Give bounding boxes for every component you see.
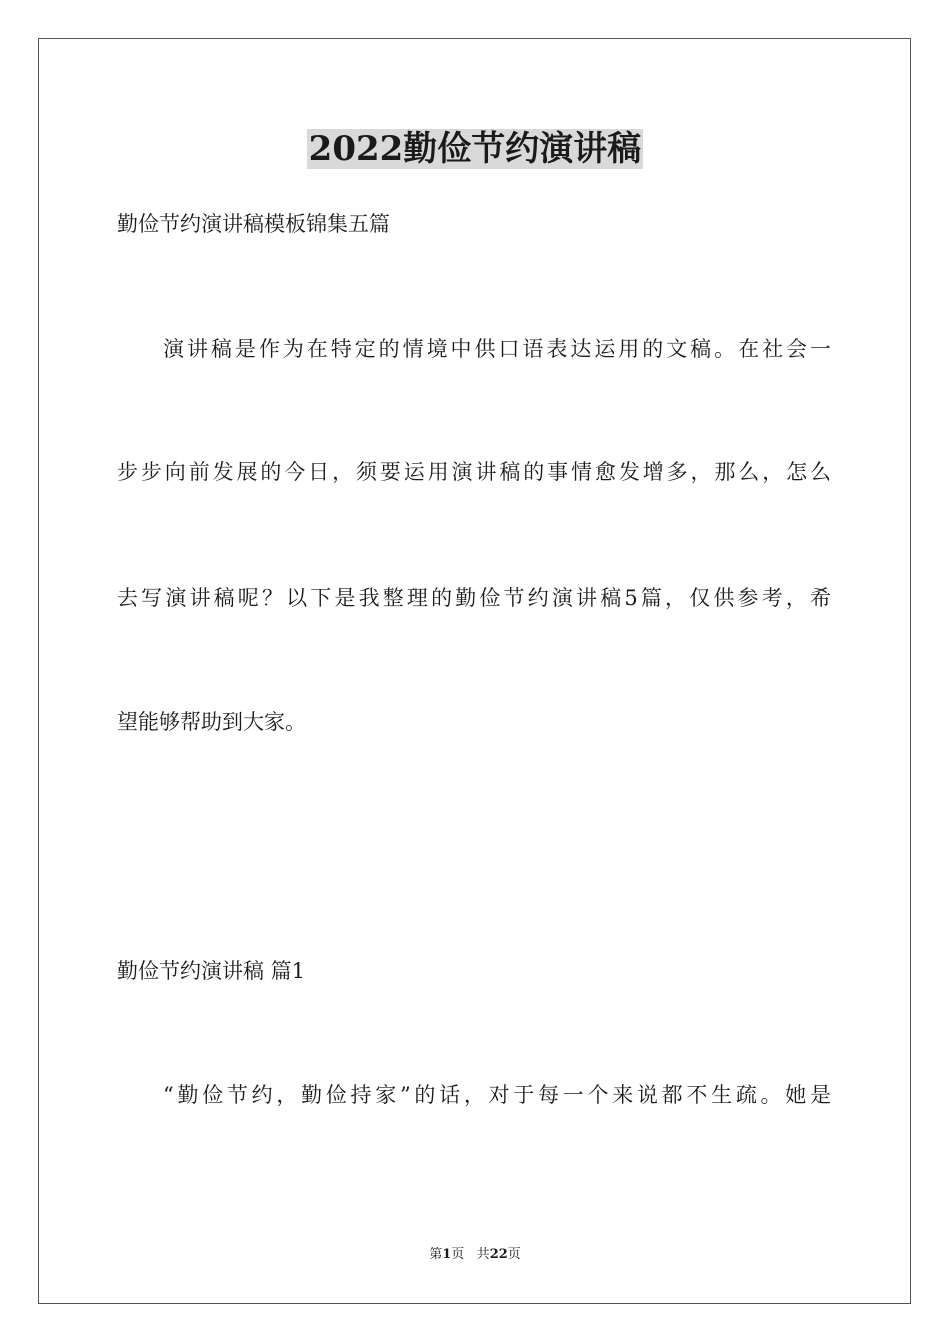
section-heading: 勤俭节约演讲稿 篇1 (117, 959, 306, 983)
footer-total-suffix: 页 (507, 1247, 521, 1262)
footer-page-prefix: 第 (429, 1247, 443, 1262)
intro-line-2: 步步向前发展的今日，须要运用演讲稿的事情愈发增多，那么，怎么 (117, 460, 831, 484)
footer-total-prefix: 共 (476, 1247, 490, 1262)
intro-line-1: 演讲稿是作为在特定的情境中供口语表达运用的文稿。在社会一 (163, 337, 831, 361)
footer-page-number: 1 (442, 1247, 452, 1262)
document-title-text: 2022勤俭节约演讲稿 (308, 129, 642, 169)
document-subtitle: 勤俭节约演讲稿模板锦集五篇 (117, 212, 390, 236)
section-line-1: “勤俭节约，勤俭持家”的话，对于每一个来说都不生疏。她是 (163, 1083, 831, 1107)
intro-line-4: 望能够帮助到大家。 (117, 710, 306, 734)
page-footer (0, 1246, 950, 1264)
intro-line-3: 去写演讲稿呢？以下是我整理的勤俭节约演讲稿5篇，仅供参考，希 (117, 586, 831, 610)
footer-page-suffix: 页 (451, 1247, 465, 1262)
footer-total-pages: 22 (489, 1247, 508, 1262)
document-title (0, 126, 950, 172)
